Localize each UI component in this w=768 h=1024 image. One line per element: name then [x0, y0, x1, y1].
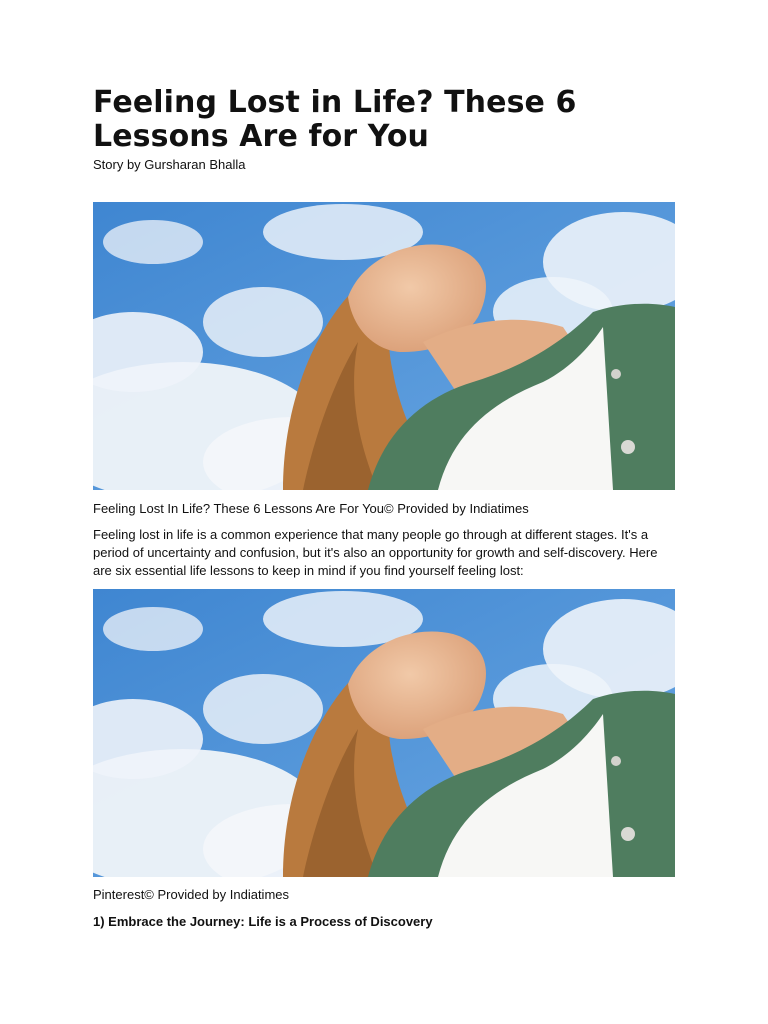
image-1-caption: Feeling Lost In Life? These 6 Lessons Are For You© Provided by Indiatimes	[93, 501, 529, 516]
article-image-1	[93, 202, 675, 490]
article-title: Feeling Lost in Life? These 6 Lessons Are for You	[93, 85, 577, 154]
article-byline: Story by Gursharan Bhalla	[93, 157, 246, 172]
woman-sky-photo	[93, 202, 675, 490]
lesson-1-heading: 1) Embrace the Journey: Life is a Process of Discovery	[93, 914, 433, 929]
article	[93, 86, 675, 931]
woman-sky-photo	[93, 589, 675, 877]
article-intro: Feeling lost in life is a common experience that many people go through at different stages. It's a period of uncertainty and confusion, but it's also an opportunity for growth and self-discovery. Here are six essential life lessons to keep in mind if you find yourself feeling lost:	[93, 527, 658, 578]
image-2-caption: Pinterest© Provided by Indiatimes	[93, 887, 290, 902]
article-image-2	[93, 589, 675, 877]
